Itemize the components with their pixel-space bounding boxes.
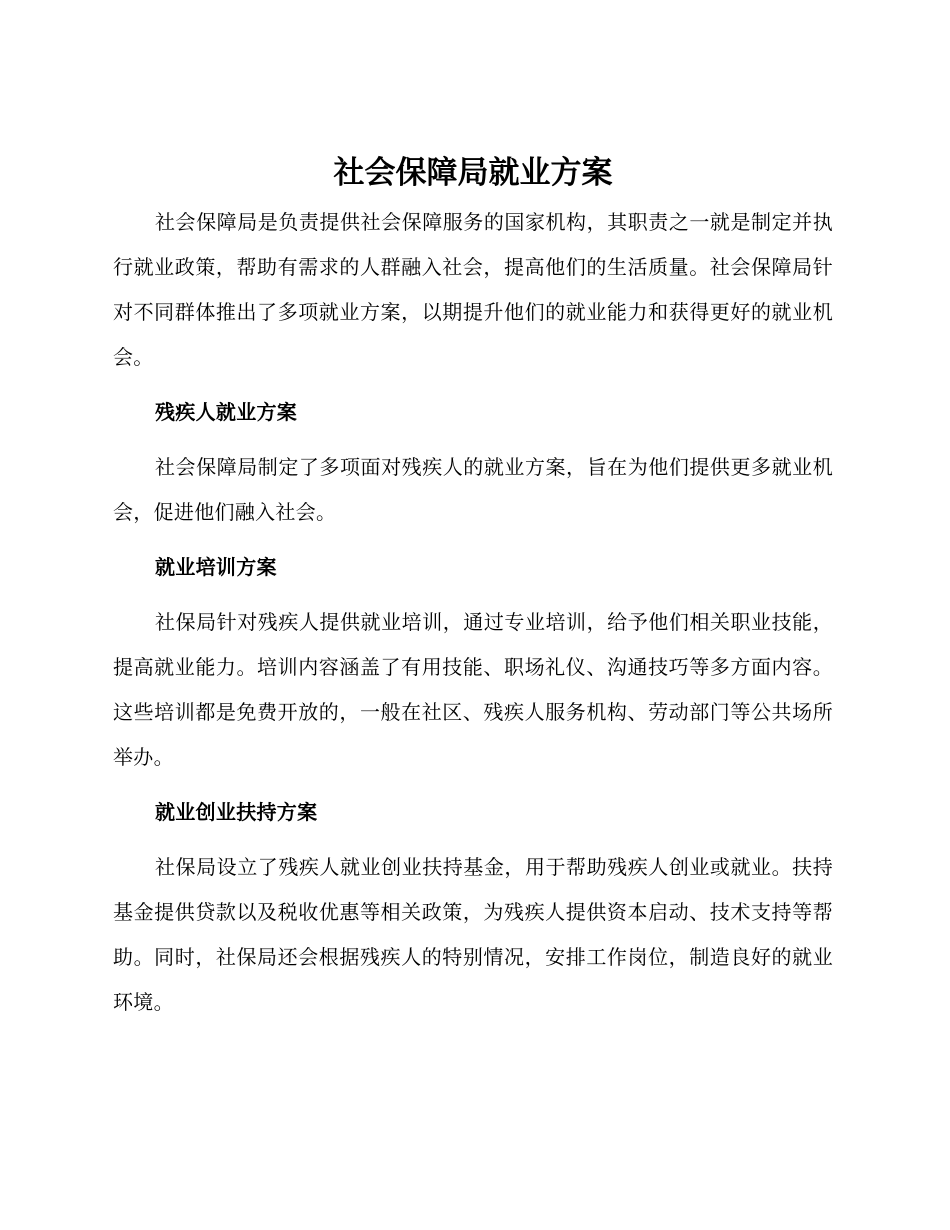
document-content [113, 150, 833, 1025]
document-title: 社会保障局就业方案 [333, 155, 613, 191]
spacer [113, 380, 833, 390]
section-heading-training: 就业培训方案 [155, 555, 277, 579]
spacer [113, 780, 833, 790]
spacer [113, 835, 833, 845]
section-body-entrepreneurship: 社保局设立了残疾人就业创业扶持基金，用于帮助残疾人创业或就业。扶持基金提供贷款以及税收优惠等相关政策，为残疾人提供资本启动、技术支持等帮助。同时，社保局还会根据残疾人的特别情况，安排工作岗位，制造良好的就业环境。 [113, 855, 833, 1014]
section-heading-disabled-employment: 残疾人就业方案 [155, 400, 298, 424]
spacer [113, 590, 833, 600]
spacer [113, 535, 833, 545]
section-heading-entrepreneurship: 就业创业扶持方案 [155, 800, 318, 824]
section-body-training: 社保局针对残疾人提供就业培训，通过专业培训，给予他们相关职业技能，提高就业能力。培训内容涵盖了有用技能、职场礼仪、沟通技巧等多方面内容。这些培训都是免费开放的，一般在社区、残疾人服务机构、劳动部门等公共场所举办。 [113, 610, 833, 769]
intro-paragraph: 社会保障局是负责提供社会保障服务的国家机构，其职责之一就是制定并执行就业政策，帮助有需求的人群融入社会，提高他们的生活质量。社会保障局针对不同群体推出了多项就业方案，以期提升他们的就业能力和获得更好的就业机会。 [113, 210, 833, 369]
spacer [113, 435, 833, 445]
section-body-disabled-employment: 社会保障局制定了多项面对残疾人的就业方案，旨在为他们提供更多就业机会，促进他们融入社会。 [113, 455, 833, 524]
